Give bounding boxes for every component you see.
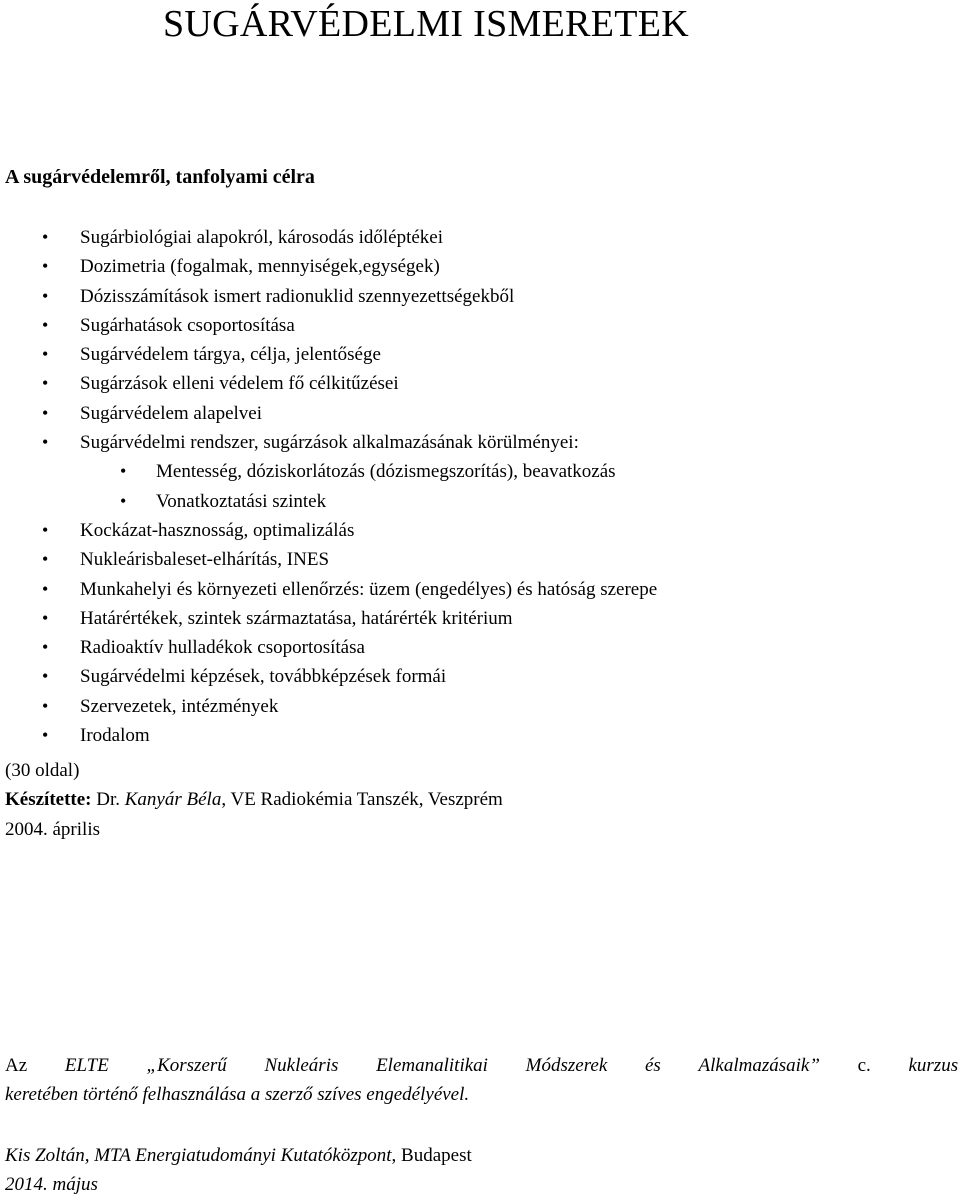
list-item-text: Mentesség, dóziskorlátozás (dózismegszorítás), beavatkozás	[156, 461, 616, 483]
list-item	[0, 369, 657, 398]
bullet-icon: •	[42, 578, 49, 599]
usage-note	[5, 1051, 958, 1109]
bullet-icon: •	[42, 314, 49, 335]
list-item	[0, 399, 657, 428]
contents-list	[0, 223, 657, 750]
bullet-icon: •	[42, 725, 49, 746]
list-item-text: Dózisszámítások ismert radionuklid szennyezettségekből	[80, 285, 515, 307]
list-item	[0, 311, 657, 340]
list-item-text: Sugárbiológiai alapokról, károsodás időléptékei	[80, 227, 444, 248]
list-item	[0, 633, 657, 662]
sub-list-item	[0, 457, 657, 486]
bullet-icon: •	[42, 607, 49, 628]
credit-block	[5, 1141, 472, 1199]
list-item-text: Radioaktív hulladékok csoportosítása	[80, 637, 365, 659]
document-meta	[5, 756, 503, 844]
bullet-icon: •	[120, 461, 127, 482]
bullet-icon: •	[42, 227, 49, 247]
list-item	[0, 340, 657, 369]
list-item-text: Sugárvédelmi képzések, továbbképzések formái	[80, 666, 447, 688]
bullet-icon: •	[42, 519, 49, 540]
author-label: Készítette:	[5, 789, 92, 811]
list-item	[0, 252, 657, 281]
bullet-icon: •	[42, 637, 49, 658]
bullet-icon: •	[42, 373, 49, 394]
bullet-icon: •	[42, 256, 49, 277]
publication-date: 2004. április	[5, 818, 100, 840]
list-item	[0, 604, 657, 633]
author-name: Kanyár Béla	[124, 789, 222, 811]
list-item	[0, 692, 657, 721]
credit-name-org: Kis Zoltán, MTA Energiatudományi Kutatóközpont	[5, 1145, 392, 1166]
list-item	[0, 282, 657, 311]
list-item-text: Sugárvédelem alapelvei	[80, 402, 263, 424]
credit-date: 2014. május	[5, 1174, 98, 1195]
bullet-icon: •	[120, 490, 127, 511]
sub-list-item	[0, 487, 657, 516]
list-item-text: Dozimetria (fogalmak, mennyiségek,egységek)	[80, 256, 440, 278]
list-item-text: Kockázat-hasznosság, optimalizálás	[80, 519, 355, 541]
list-item-text: Sugárvédelmi rendszer, sugárzások alkalmazásának körülményei:	[80, 432, 579, 454]
document-subtitle: A sugárvédelemről, tanfolyami célra	[5, 166, 315, 188]
page-count: (30 oldal)	[5, 760, 80, 781]
list-item-text: Vonatkoztatási szintek	[156, 490, 327, 512]
usage-note-line-2: keretében történő felhasználása a szerző szíves engedélyével.	[5, 1084, 470, 1105]
bullet-icon: •	[42, 432, 49, 453]
credit-line	[5, 1141, 472, 1170]
bullet-icon: •	[42, 285, 49, 306]
list-item-text: Munkahelyi és környezeti ellenőrzés: üzem (engedélyes) és hatóság szerepe	[80, 578, 658, 600]
list-item-text: Szervezetek, intézmények	[80, 695, 279, 717]
list-item	[0, 721, 657, 750]
list-item-text: Sugárvédelem tárgya, célja, jelentősége	[80, 344, 381, 366]
author-affiliation: , VE Radiokémia Tanszék, Veszprém	[221, 789, 503, 811]
list-item	[0, 575, 657, 604]
list-item	[0, 223, 657, 252]
list-item-text: Nukleárisbaleset-elhárítás, INES	[80, 549, 330, 571]
list-item-text: Határértékek, szintek származtatása, határérték kritérium	[80, 607, 513, 629]
list-item-text: Sugárzások elleni védelem fő célkitűzései	[80, 373, 399, 395]
list-item	[0, 662, 657, 691]
credit-city: , Budapest	[391, 1145, 472, 1166]
author-line	[5, 785, 503, 814]
usage-note-line-1: Az ELTE „Korszerű Nukleáris Elemanalitikai Módszerek és Alkalmazásaik” c. kurzus	[5, 1055, 959, 1076]
bullet-icon: •	[42, 549, 49, 570]
list-item-text: Sugárhatások csoportosítása	[80, 314, 295, 336]
bullet-icon: •	[42, 666, 49, 687]
bullet-icon: •	[42, 344, 49, 365]
author-title: Dr.	[96, 789, 120, 811]
list-item	[0, 428, 657, 457]
bullet-icon: •	[42, 695, 49, 716]
list-item-text: Irodalom	[80, 725, 150, 747]
list-item	[0, 516, 657, 545]
page-title: SUGÁRVÉDELMI ISMERETEK	[163, 3, 690, 45]
bullet-icon: •	[42, 402, 49, 423]
list-item	[0, 545, 657, 574]
